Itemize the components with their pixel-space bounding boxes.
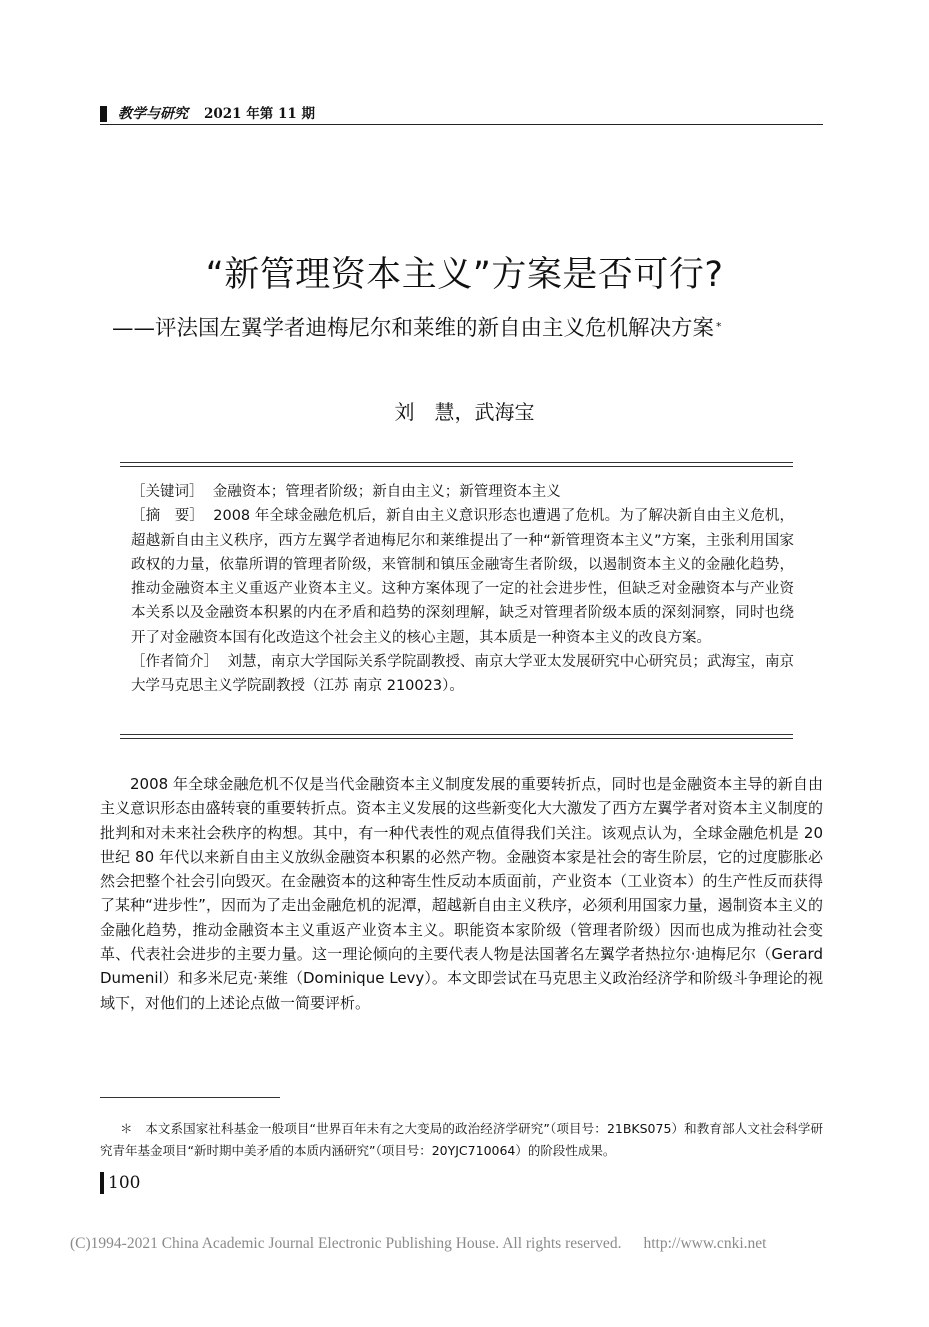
body-text xyxy=(100,772,823,1015)
author-info-text: 刘慧，南京大学国际关系学院副教授、南京大学亚太发展研究中心研究员；武海宝，南京大学马克思主义学院副教授（江苏 南京 210023）。 xyxy=(131,654,795,695)
copyright-line xyxy=(70,1234,830,1254)
copyright-text: (C)1994-2021 China Academic Journal Electronic Publishing House. All rights reserved. xyxy=(70,1235,622,1252)
abstract-bottom-rule-1 xyxy=(120,734,793,735)
keywords-label: ［关键词］ xyxy=(131,484,204,500)
article-subtitle xyxy=(112,314,722,344)
subtitle-text: ——评法国左翼学者迪梅尼尔和莱维的新自由主义危机解决方案 xyxy=(112,316,715,341)
author-info-paragraph xyxy=(131,650,794,699)
journal-name: 教学与研究 xyxy=(118,106,188,122)
page-number-bar xyxy=(100,1172,104,1194)
cnki-link[interactable]: http://www.cnki.net xyxy=(643,1235,767,1252)
body-paragraph: 2008 年全球金融危机不仅是当代金融资本主义制度发展的重要转折点，同时也是金融资本主导的新自由主义意识形态由盛转衰的重要转折点。资本主义发展的这些新变化大大激发了西方左翼学者对资本主义制度的批判和对未来社会秩序的构想。其中，有一种代表性的观点值得我们关注。该观点认为，全球金融危机是 20 世纪 80 年代以来新自由主义放纵金融资本积累的必然产物。金融资本家是社会的寄生阶层，它的过度膨胀必然会把整个社会引向毁灭。在金融资本的这种寄生性反动本质面前，产业资本（工业资本）的生产性反而获得了某种“进步性”，因而为了走出金融危机的泥潭，超越新自由主义秩序，必须利用国家力量，遏制资本主义的金融化趋势，推动金融资本主义重返产业资本主义。职能资本家阶级（管理者阶级）因而也成为推动社会变革、代表社会进步的主要力量。这一理论倾向的主要代表人物是法国著名左翼学者热拉尔·迪梅尼尔（Gerard Dumenil）和多米尼克·莱维（Dominique Levy）。本文即尝试在马克思主义政治经济学和阶级斗争理论的视域下，对他们的上述论点做一简要评析。 xyxy=(100,775,823,1012)
header-rule xyxy=(100,124,823,125)
footnote-text: ＊ 本文系国家社科基金一般项目“世界百年未有之大变局的政治经济学研究”（项目号：21BKS075）和教育部人文社会科学研究青年基金项目“新时期中美矛盾的本质内涵研究”（项目号：20YJC710064）的阶段性成果。 xyxy=(100,1121,823,1158)
abstract-label: ［摘 要］ xyxy=(131,508,204,525)
issue-label: 2021 年第 11 期 xyxy=(204,106,315,122)
abstract-bottom-rule-2 xyxy=(120,738,793,739)
author-info-label: ［作者简介］ xyxy=(131,654,219,671)
abstract-top-rule-2 xyxy=(120,466,793,467)
header-marker-bar xyxy=(100,106,107,122)
keywords: 金融资本；管理者阶级；新自由主义；新管理资本主义 xyxy=(212,484,561,500)
abstract-text: 2008 年全球金融危机后，新自由主义意识形态也遭遇了危机。为了解决新自由主义危机，超越新自由主义秩序，西方左翼学者迪梅尼尔和莱维提出了一种“新管理资本主义”方案，主张利用国家政权的力量，依靠所谓的管理者阶级，来管制和镇压金融寄生者阶级，以遏制资本主义的金融化趋势，推动金融资本主义重返产业资本主义。这种方案体现了一定的社会进步性，但缺乏对金融资本与产业资本关系以及金融资本积累的内在矛盾和趋势的深刻理解，缺乏对管理者阶级本质的深刻洞察，同时也绕开了对金融资本国有化改造这个社会主义的核心主题，其本质是一种资本主义的改良方案。 xyxy=(131,508,795,646)
abstract-block xyxy=(131,480,794,699)
abstract-top-rule-1 xyxy=(120,462,793,463)
subtitle-footnote-mark: * xyxy=(716,320,722,333)
abstract-paragraph xyxy=(131,504,794,650)
footnote-rule xyxy=(100,1097,280,1098)
authors: 刘 慧，武海宝 xyxy=(394,400,535,424)
article-title: “新管理资本主义”方案是否可行? xyxy=(205,255,724,295)
running-header xyxy=(100,104,823,124)
page-number: 100 xyxy=(108,1173,141,1193)
keywords-line xyxy=(131,480,794,504)
footnote xyxy=(100,1118,823,1162)
